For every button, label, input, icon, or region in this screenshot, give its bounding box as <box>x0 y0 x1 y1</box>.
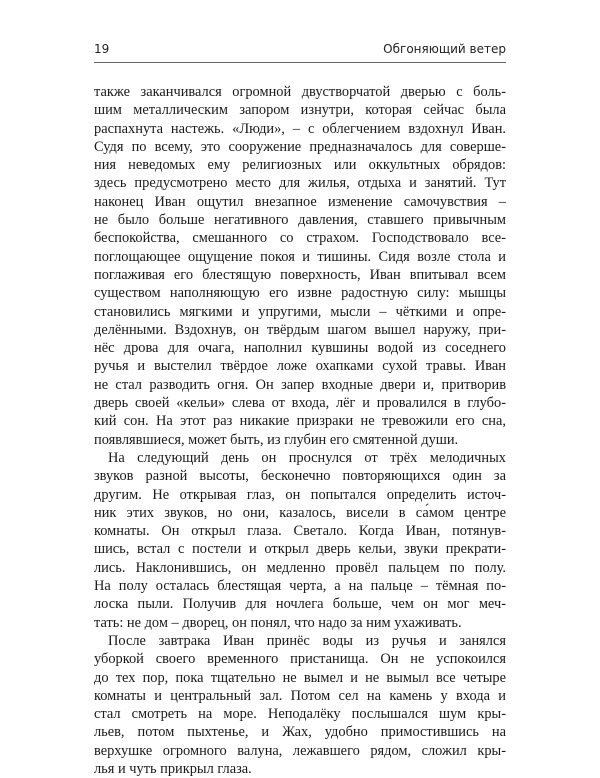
text-line: наконец Иван ощутил внезапное изменение самочувствия – <box>94 193 506 210</box>
text-line: лоска пыли. Получив для ночлега больше, чем он мог меч- <box>94 596 506 613</box>
text-line: тать: не дом – дворец, он понял, что надо за ним ухаживать. <box>94 614 462 631</box>
text-line: появлявшиеся, может быть, из глубин его смятенной души. <box>94 431 459 448</box>
text-line: звуков разной высоты, бесконечно повторяющихся один за <box>94 468 506 485</box>
text-line: существом наполняющую его извне радостную силу: мышцы <box>94 285 506 302</box>
paragraph <box>94 83 506 449</box>
text-line: распахнута настежь. «Люди», – с облегчением вздохнул Иван. <box>94 120 506 137</box>
text-line: Судя по всему, это сооружение предназначалось для соверше- <box>94 138 506 155</box>
body-text <box>94 83 506 778</box>
text-line: шим металлическим запором изнутри, которая сейчас была <box>94 102 506 119</box>
text-line: поглаживая его блестящую поверхность, Иван впитывал всем <box>94 266 506 283</box>
text-line: ручья и выстелил твёрдое ложе охапками сухой травы. Иван <box>94 358 506 375</box>
page-number: 19 <box>94 42 110 56</box>
text-line: беспокойства, смешанного со страхом. Господствовало все- <box>94 230 506 247</box>
text-line: здесь предусмотрено место для жилья, отдыха и занятий. Тут <box>94 175 506 192</box>
text-line: лись. Наклонившись, он медленно провёл пальцем по полу. <box>94 559 506 576</box>
text-line: ния неведомых ему религиозных или оккультных обрядов: <box>94 157 506 174</box>
text-line: другим. Не открывая глаз, он попытался определить источ- <box>94 486 506 503</box>
running-header <box>94 42 506 60</box>
text-line: комнаты и центральный зал. Потом сел на камень у входа и <box>94 687 506 704</box>
text-line: до тех пор, пока тщательно не вымел и не вымыл все четыре <box>94 669 506 686</box>
paragraph <box>94 632 506 778</box>
running-title: Обгоняющий ветер <box>383 42 506 56</box>
text-line: делёнными. Вздохнув, он твёрдым шагом вышел наружу, при- <box>94 321 506 338</box>
text-line: не было больше негативного давления, ставшего привычным <box>94 212 506 229</box>
paragraph <box>94 449 506 632</box>
text-line: ник этих звуков, но они, казалось, висели в са́мом центре <box>94 504 506 521</box>
text-line: нёс дрова для очага, наполнил кувшины водой из соседнего <box>94 340 506 357</box>
text-line: комнаты. Он открыл глаза. Светало. Когда Иван, потянув- <box>94 523 506 540</box>
text-line: После завтрака Иван принёс воды из ручья и занялся <box>108 632 506 649</box>
text-line: стал смотреть на море. Неподалёку послышался шум кры- <box>94 706 506 723</box>
text-line: поглощающее ощущение покоя и тишины. Сидя возле стола и <box>94 248 506 265</box>
text-line: лья и чуть прикрыл глаза. <box>94 760 252 777</box>
text-line: льев, потом пыхтенье, и Жах, удобно примостившись на <box>94 724 506 741</box>
text-line: становились мягкими и упругими, мысли – чёткими и опре- <box>94 303 506 320</box>
text-line: На следующий день он проснулся от трёх мелодичных <box>108 449 506 466</box>
text-line: шись, встал с постели и открыл дверь кельи, звуки прекрати- <box>94 541 506 558</box>
text-line: кий сон. На этот раз никакие призраки не тревожили его сна, <box>94 413 506 430</box>
text-line: верхушке огромного валуна, лежавшего рядом, сложил кры- <box>94 742 506 759</box>
text-line: уборкой своего временного пристанища. Он не успокоился <box>94 651 506 668</box>
text-line: На полу осталась блестящая черта, а на пальце – тёмная по- <box>94 578 506 595</box>
text-line: дверь своей «кельи» слева от входа, лёг и провалился в глубо- <box>94 395 506 412</box>
header-rule <box>94 62 506 63</box>
text-line: не стал разводить огня. Он запер входные двери и, притворив <box>94 376 506 393</box>
text-line: также заканчивался огромной двустворчатой дверью с боль- <box>94 84 506 100</box>
